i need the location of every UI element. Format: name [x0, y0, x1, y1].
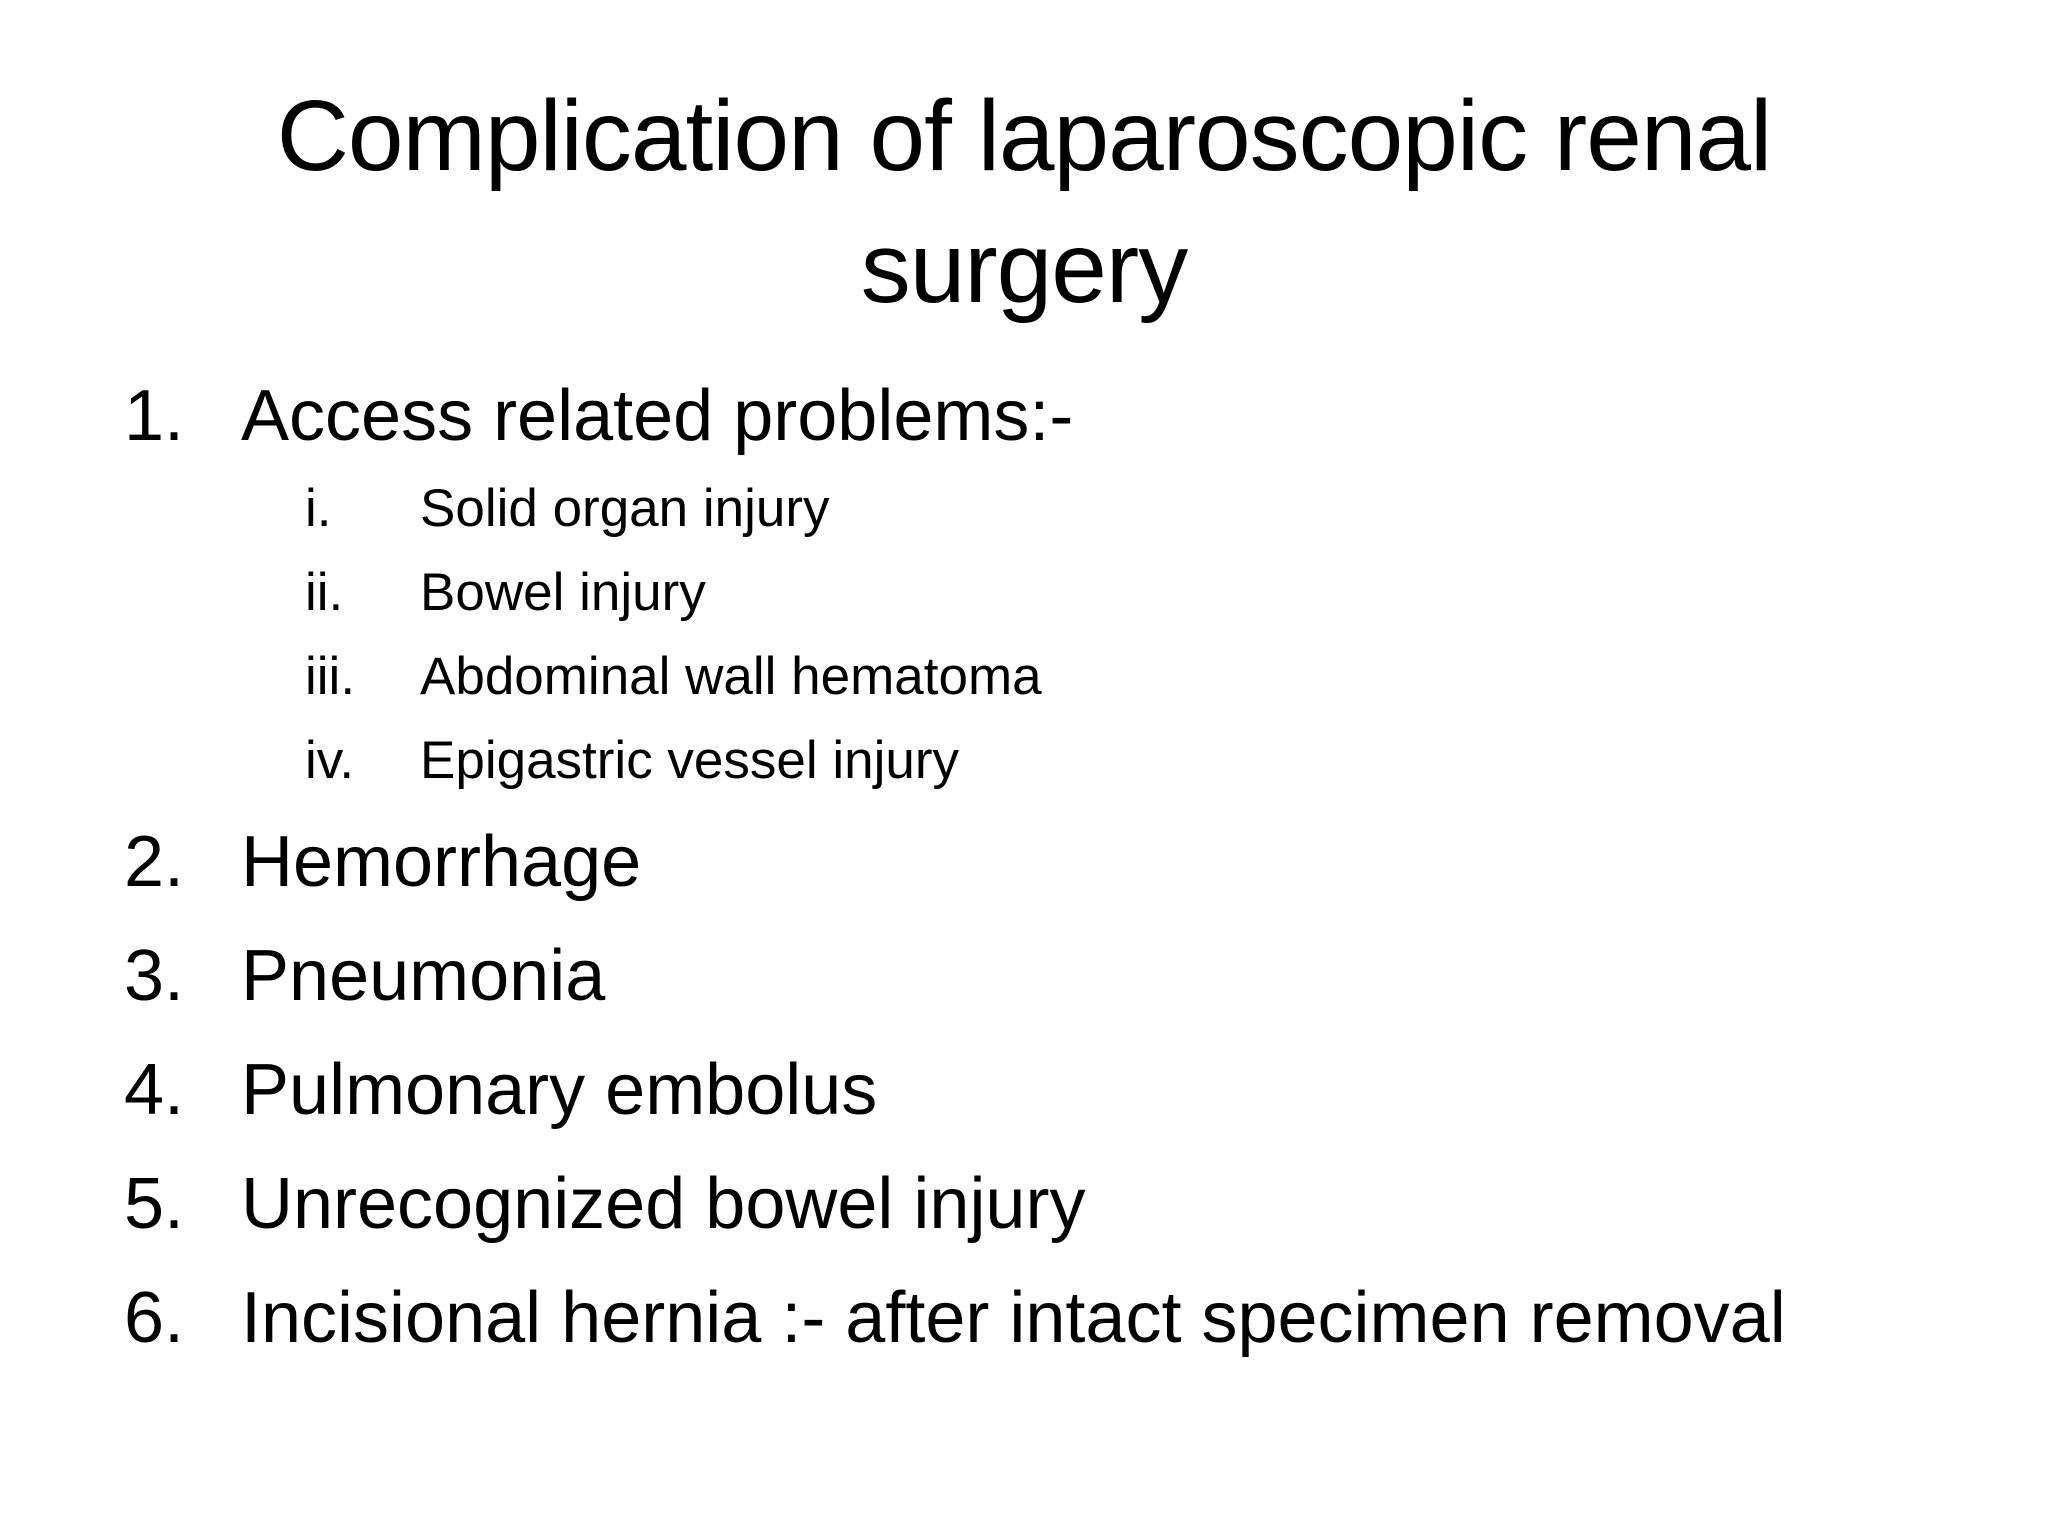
list-item-text: Incisional hernia :- after intact specimen removal [241, 1278, 1786, 1358]
list-item-text: Pneumonia [241, 936, 606, 1016]
list-item-text: Access related problems:- [241, 376, 1074, 456]
sublist-item-number: iii. [305, 647, 356, 706]
sublist-item-number: ii. [305, 563, 344, 622]
sublist-item-text: Abdominal wall hematoma [420, 647, 1042, 706]
sublist-item-number: iv. [305, 731, 355, 790]
list-item-number: 1. [124, 376, 185, 456]
slide-title: Complication of laparoscopic renal surgery [276, 80, 1772, 324]
list-item-number: 5. [124, 1164, 185, 1244]
sublist-item-text: Solid organ injury [420, 479, 830, 538]
list-item-text: Unrecognized bowel injury [241, 1164, 1086, 1244]
list-item-number: 4. [124, 1050, 185, 1130]
list-item-text: Hemorrhage [241, 822, 642, 902]
list-item-number: 6. [124, 1278, 185, 1358]
list-item-number: 2. [124, 822, 185, 902]
sublist-item-text: Bowel injury [420, 563, 706, 622]
sublist-item-number: i. [305, 479, 332, 538]
list-item-text: Pulmonary embolus [241, 1050, 878, 1130]
list-item-number: 3. [124, 936, 185, 1016]
sublist-item-text: Epigastric vessel injury [420, 731, 960, 790]
